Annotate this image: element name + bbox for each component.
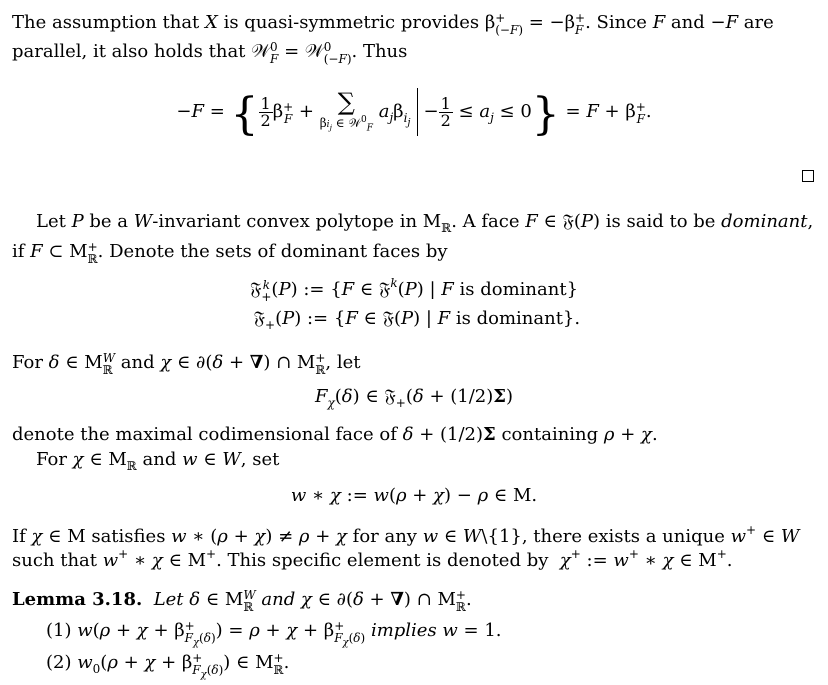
para2-line-2: if F ⊂ M + ℝ . Denote the sets of dominant faces by <box>12 240 448 266</box>
para4-line-1: For χ ∈ $M_ℝ$ and w ∈ W, set <box>36 449 280 473</box>
equation-star-action: w ∗ χ := w(ρ + χ) − ρ ∈ M. <box>290 485 538 506</box>
lemma-item-2: (2) $w_0(\rho + \chi + \beta$ + $F_\chi(\delta)$ ) ∈ M + ℝ . <box>46 651 290 681</box>
proof-line-2: parallel, it also holds that 𝒲 0 F = 𝒲 0 (−F) . Thus <box>12 40 408 66</box>
para5-line-2: such that w+ ∗ χ ∈ M+. This specific element is denoted by χ+ := w+ ∗ χ ∈ M+. <box>12 547 733 571</box>
qed-box <box>802 170 814 182</box>
equation-dominant-faces: 𝔉$_+$(P) := {F ∈ 𝔉(P) | F is dominant}. <box>247 308 581 332</box>
lemma-3-18: Lemma 3.18. Let δ ∈ M W ℝ and χ ∈ ∂(δ + ∇) ∩ M + ℝ . <box>12 588 472 614</box>
proof-line-1: The assumption that X is quasi-symmetric provides β + (−F) = −β + F . Since F and −F are <box>12 11 774 37</box>
para3-line-1: For δ ∈ M W ℝ and χ ∈ ∂(δ + ∇) ∩ M + ℝ , let <box>12 351 361 377</box>
equation-F-chi: $F_\chi(\delta)$ ∈ 𝔉$_+$(δ + (1/2)Σ) <box>314 386 514 410</box>
para5-line-1: If χ ∈ M satisfies w ∗ (ρ + χ) ≠ ρ + χ for any w ∈ W\{1}, there exists a unique w+ ∈ W <box>12 523 800 547</box>
para2-line-1: Let P be a W-invariant convex polytope in $M_ℝ$. A face F ∈ 𝔉(P) is said to be dominant, <box>36 211 814 235</box>
equation-dominant-k-faces: 𝔉 k + (P) := {F ∈ 𝔉$^k$(P) | F is dominant} <box>249 276 579 304</box>
lemma-item-1: (1) w(ρ + χ + β + $F_\chi(\delta)$ ) = ρ + χ + β + $F_\chi(\delta)$ implies w = 1. <box>46 619 502 649</box>
display-equation-neg-F: −F = { $\frac{1}{2}$ β + F + ∑ $\beta i_j$ ∈ 𝒲$^0_F$ $a_j\beta_{i_j}-$ $\frac{1}{2}$ ≤ $a_j \le 0\} = F + \beta$ + F . <box>176 88 652 140</box>
para3-line-2: denote the maximal codimensional face of δ + (1/2)Σ containing ρ + χ. <box>12 424 658 445</box>
